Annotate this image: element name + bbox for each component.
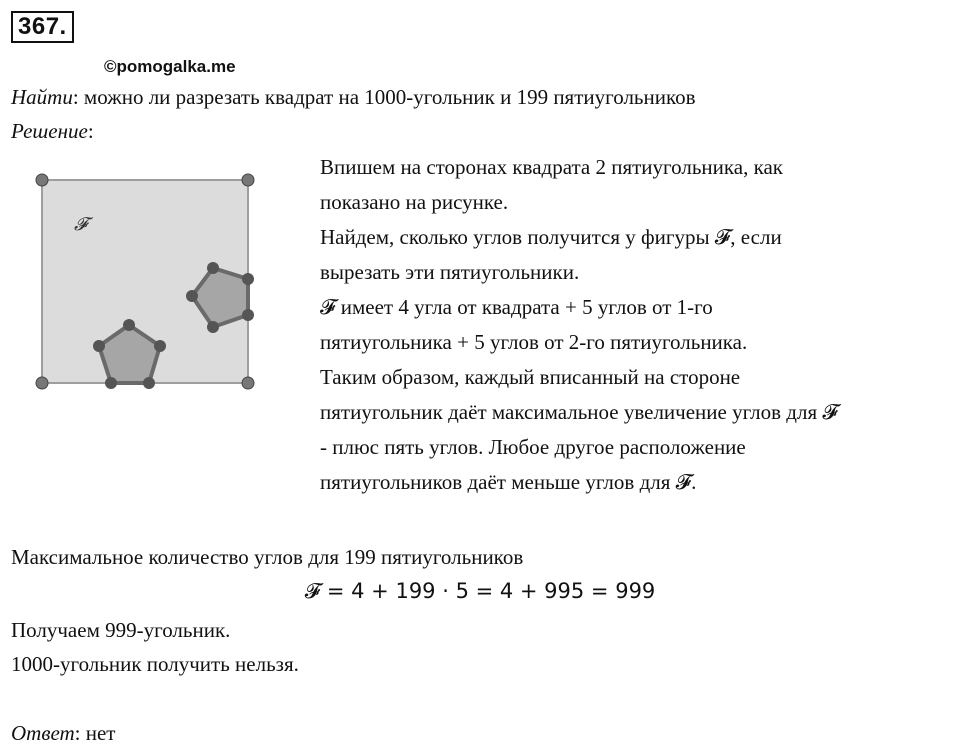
explanation-line: 𝓕 имеет 4 угла от квадрата + 5 углов от 1-го: [320, 295, 713, 319]
pentagon-vertex: [242, 273, 254, 285]
pentagon-vertex: [123, 319, 135, 331]
solution-colon: :: [87, 119, 94, 143]
pentagon-vertex: [143, 377, 155, 389]
answer-label: Ответ: [11, 721, 75, 745]
find-text: : можно ли разрезать квадрат на 1000-угольник и 199 пятиугольников: [72, 85, 696, 109]
square-vertex: [242, 377, 254, 389]
solution-label: Решение: [11, 119, 88, 143]
explanation-line: Впишем на сторонах квадрата 2 пятиугольника, как: [320, 155, 784, 179]
square-vertex: [36, 174, 48, 186]
explanation: [320, 150, 950, 500]
find-label: Найти: [11, 85, 73, 109]
explanation-line: вырезать эти пятиугольники.: [320, 260, 580, 284]
problem-number: 367.: [11, 11, 74, 43]
explanation-line: пятиугольника + 5 углов от 2-го пятиугольника.: [320, 330, 748, 354]
find-line: [11, 84, 696, 110]
explanation-line: пятиугольник даёт максимальное увеличение углов для 𝓕: [320, 400, 838, 424]
answer-line: [11, 720, 115, 746]
max-angles-text: Максимальное количество углов для 199 пятиугольников: [11, 545, 524, 569]
conclusion-line: 1000-угольник получить нельзя.: [11, 652, 299, 676]
pentagon-vertex: [93, 340, 105, 352]
solution-line: [11, 118, 94, 144]
square-vertex: [242, 174, 254, 186]
explanation-line: - плюс пять углов. Любое другое расположение: [320, 435, 746, 459]
explanation-line: показано на рисунке.: [320, 190, 509, 214]
square-figure: [30, 168, 262, 394]
square-vertex: [36, 377, 48, 389]
pentagon-vertex: [105, 377, 117, 389]
result-line: Получаем 999-угольник.: [11, 618, 231, 642]
figure-label: 𝓕: [74, 214, 88, 235]
pentagon-vertex: [154, 340, 166, 352]
explanation-line: пятиугольников даёт меньше углов для 𝓕.: [320, 470, 697, 494]
pentagon-vertex: [207, 321, 219, 333]
pentagon-vertex: [186, 290, 198, 302]
explanation-line: Найдем, сколько углов получится у фигуры 𝓕, если: [320, 225, 782, 249]
formula: 𝓕 = 4 + 199 · 5 = 4 + 995 = 999: [304, 579, 656, 603]
pentagon-vertex: [242, 309, 254, 321]
watermark: ©pomogalka.me: [104, 57, 236, 76]
explanation-line: Таким образом, каждый вписанный на стороне: [320, 365, 741, 389]
answer-text: : нет: [74, 721, 116, 745]
pentagon-vertex: [207, 262, 219, 274]
